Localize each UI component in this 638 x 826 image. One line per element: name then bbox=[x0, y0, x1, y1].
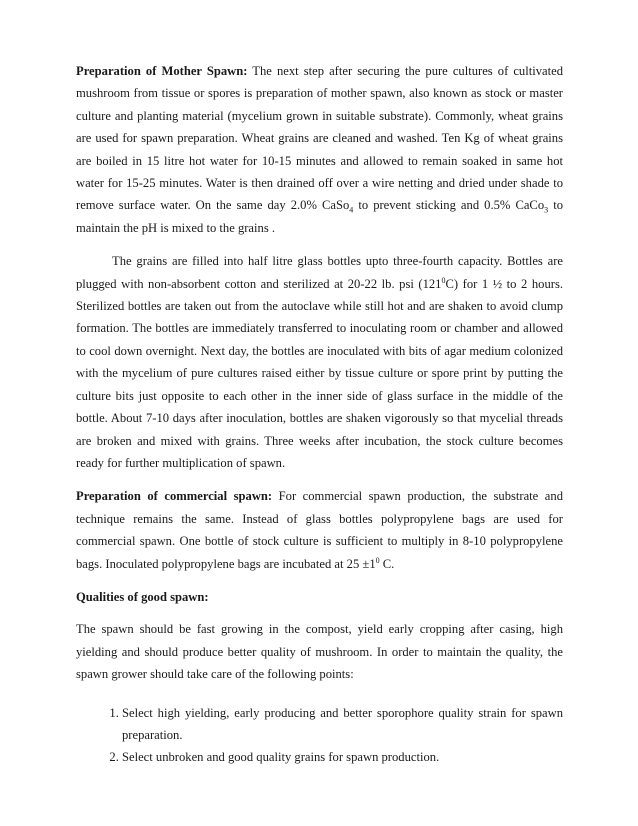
mother-spawn-text-end: to maintain the pH is mixed to the grains . bbox=[76, 198, 563, 235]
list-item: 2. Select unbroken and good quality grains for spawn production. bbox=[122, 746, 563, 768]
mother-spawn-paragraph bbox=[76, 60, 563, 239]
qualities-list bbox=[76, 702, 563, 769]
qualities-heading: Qualities of good spawn: bbox=[76, 589, 209, 604]
list-item: 1. Select high yielding, early producing and better sporophore quality strain for spawn preparation. bbox=[122, 702, 563, 747]
caso4-subscript: 4 bbox=[349, 205, 354, 215]
bottling-paragraph bbox=[76, 250, 563, 474]
document-page bbox=[76, 60, 563, 769]
mother-spawn-text: The next step after securing the pure cultures of cultivated mushroom from tissue or spores is preparation of mother spawn, also known as stock or master culture and planting material (mycelium grown in suitable substrate). Commonly, wheat grains are used for spawn preparation. Wheat grains are cleaned and washed. Ten Kg of wheat grains are boiled in 15 litre hot water for 10-15 minutes and allowed to remain soaked in same hot water for 15-25 minutes. Water is then drained off over a wire netting and dried under shade to remove surface water. On the same day 2.0% CaSo bbox=[76, 64, 563, 213]
commercial-spawn-heading: Preparation of commercial spawn: bbox=[76, 489, 273, 504]
degree-superscript: 0 bbox=[441, 275, 446, 285]
mother-spawn-text-middle: to prevent sticking and 0.5% CaCo bbox=[353, 198, 545, 213]
commercial-spawn-paragraph bbox=[76, 485, 563, 575]
qualities-intro: The spawn should be fast growing in the compost, yield early cropping after casing, high yielding and should produce better quality of mushroom. In order to maintain the quality, the spawn grower should take care of the following points: bbox=[76, 622, 563, 682]
mother-spawn-heading: Preparation of Mother Spawn: bbox=[76, 64, 248, 78]
commercial-spawn-text-end: C. bbox=[379, 556, 395, 571]
bottling-text: The grains are filled into half litre glass bottles upto three-fourth capacity. Bottles are plugged with non-absorbent cotton and sterilized at 20-22 lb. psi (121 bbox=[76, 254, 563, 291]
caco3-subscript: 3 bbox=[544, 205, 549, 215]
degree-superscript: 0 bbox=[375, 555, 380, 565]
commercial-spawn-text: For commercial spawn production, the substrate and technique remains the same. Instead of glass bottles polypropylene bags are used for commercial spawn. One bottle of stock culture is sufficient to multiply in 8-10 polypropylene bags. Inoculated polypropylene bags are incubated at 25 ±1 bbox=[76, 489, 563, 571]
bottling-text-end: C) for 1 ½ to 2 hours. Sterilized bottles are taken out from the autoclave while still hot and are shaken to avoid clump formation. The bottles are immediately transferred to inoculating room or chamber and allowed to cool down overnight. Next day, the bottles are inoculated with bits of agar medium colonized with the mycelium of pure cultures raised either by tissue culture or spore print by putting the culture bits just opposite to each other in the inner side of glass surface in the middle of the bottle. About 7-10 days after inoculation, bottles are shaken vigorously so that mycelial threads are broken and mixed with grains. Three weeks after incubation, the stock culture becomes ready for further multiplication of spawn. bbox=[76, 276, 564, 470]
